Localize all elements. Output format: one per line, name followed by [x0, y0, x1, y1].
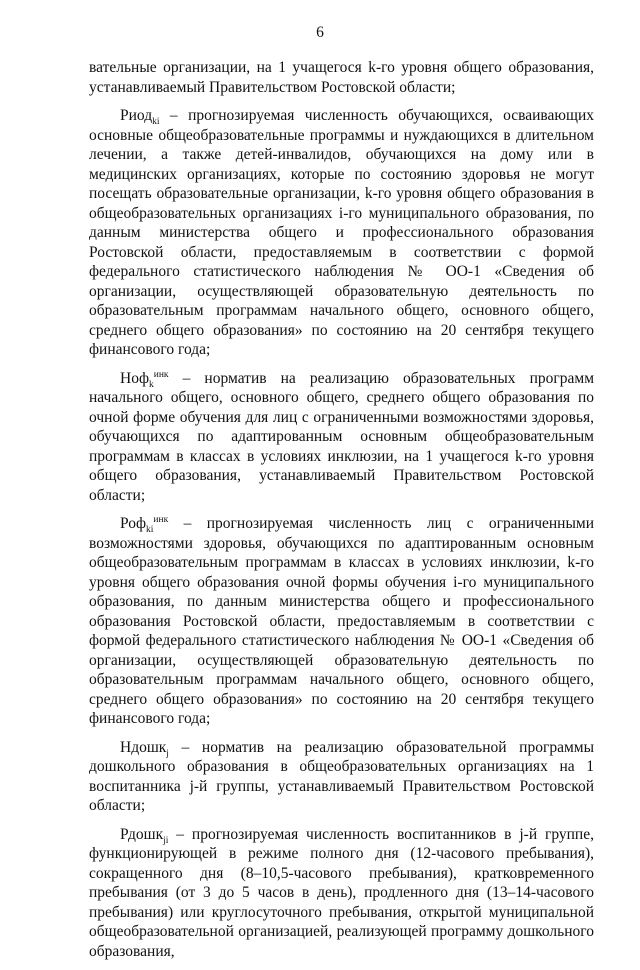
intro-paragraph: вательные организации, на 1 учащегося k-го уровня общего образования, устанавливаемый Правительством Ростовской области; [89, 59, 594, 96]
formula-symbol: Риод$_{ki}$ [120, 107, 160, 128]
definition-paragraph-riod [89, 106, 594, 360]
definition-paragraph-rof [89, 514, 594, 729]
definition-paragraph-rdoshk [89, 825, 594, 962]
definition-text: – прогнозируемая численность обучающихся, осваивающих основные общеобразовательные программы и нуждающихся в длительном лечении, а также детей-инвалидов, обучающихся на дому или в медицинских организациях, которые по состоянию здоровья не могут посещать образовательные организации, k-го уровня общего образования в общеобразовательных организациях i-го муниципального образования, по данным министерства общего и профессионального образования Ростовской области, предоставляемым в соответствии с формой федерального статистического наблюдения № ОО-1 «Сведения об организации, осуществляющей образовательную деятельность по образовательным программам начального общего, основного общего, среднего общего образования» по состоянию на 20 сентября текущего финансового года; [89, 107, 594, 358]
definition-paragraph-ndoshk [89, 738, 594, 816]
formula-symbol: Рдошк$_{ji}$ [120, 825, 169, 846]
formula-symbol: Ноф$_k^{инк}$ [120, 369, 169, 390]
definition-text: – прогнозируемая численность лиц с ограниченными возможностями здоровья, обучающихся по адаптированным основным общеобразовательным программам в классах в условиях инклюзии, k-го уровня общего образования очной формы обучения i-го муниципального образования, по данным министерства общего и профессионального образования Ростовской области, предоставляемым в соответствии с формой федерального статистического наблюдения № ОО-1 «Сведения об организации, осуществляющей образовательную деятельность по образовательным программам начального общего, основного общего, среднего общего образования» по состоянию на 20 сентября текущего финансового года; [89, 515, 594, 727]
definition-paragraph-nof [89, 369, 594, 506]
definition-text: – прогнозируемая численность воспитанников в j-й группе, функционирующей в режиме полного дня (12-часового пребывания), сокращенного дня (8–10,5-часового пребывания), кратковременного пребывания (от 3 до 5 часов в день), продленного дня (13–14-часового пребывания) или круглосуточного пребывания, открытой муниципальной общеобразовательной организацией, реализующей программу дошкольного образования, [89, 825, 594, 960]
definition-text: – норматив на реализацию образовательных программ начального общего, основного общего, среднего общего образования по очной форме обучения для лиц с ограниченными возможностями здоровья, обучающихся по адаптированным основным общеобразовательным программам в классах в условиях инклюзии, на 1 учащегося k-го уровня общего образования, устанавливаемый Правительством Ростовской области; [89, 369, 594, 504]
formula-symbol: Роф$_{ki}^{инк}$ [120, 514, 169, 536]
page-number: 6 [316, 24, 324, 41]
formula-symbol: Ндошк$_j$ [120, 738, 169, 759]
definition-text: – норматив на реализацию образовательной программы дошкольного образования в общеобразовательных организациях на 1 воспитанника j-й группы, устанавливаемый Правительством Ростовской области; [89, 738, 594, 814]
document-body [89, 58, 594, 970]
